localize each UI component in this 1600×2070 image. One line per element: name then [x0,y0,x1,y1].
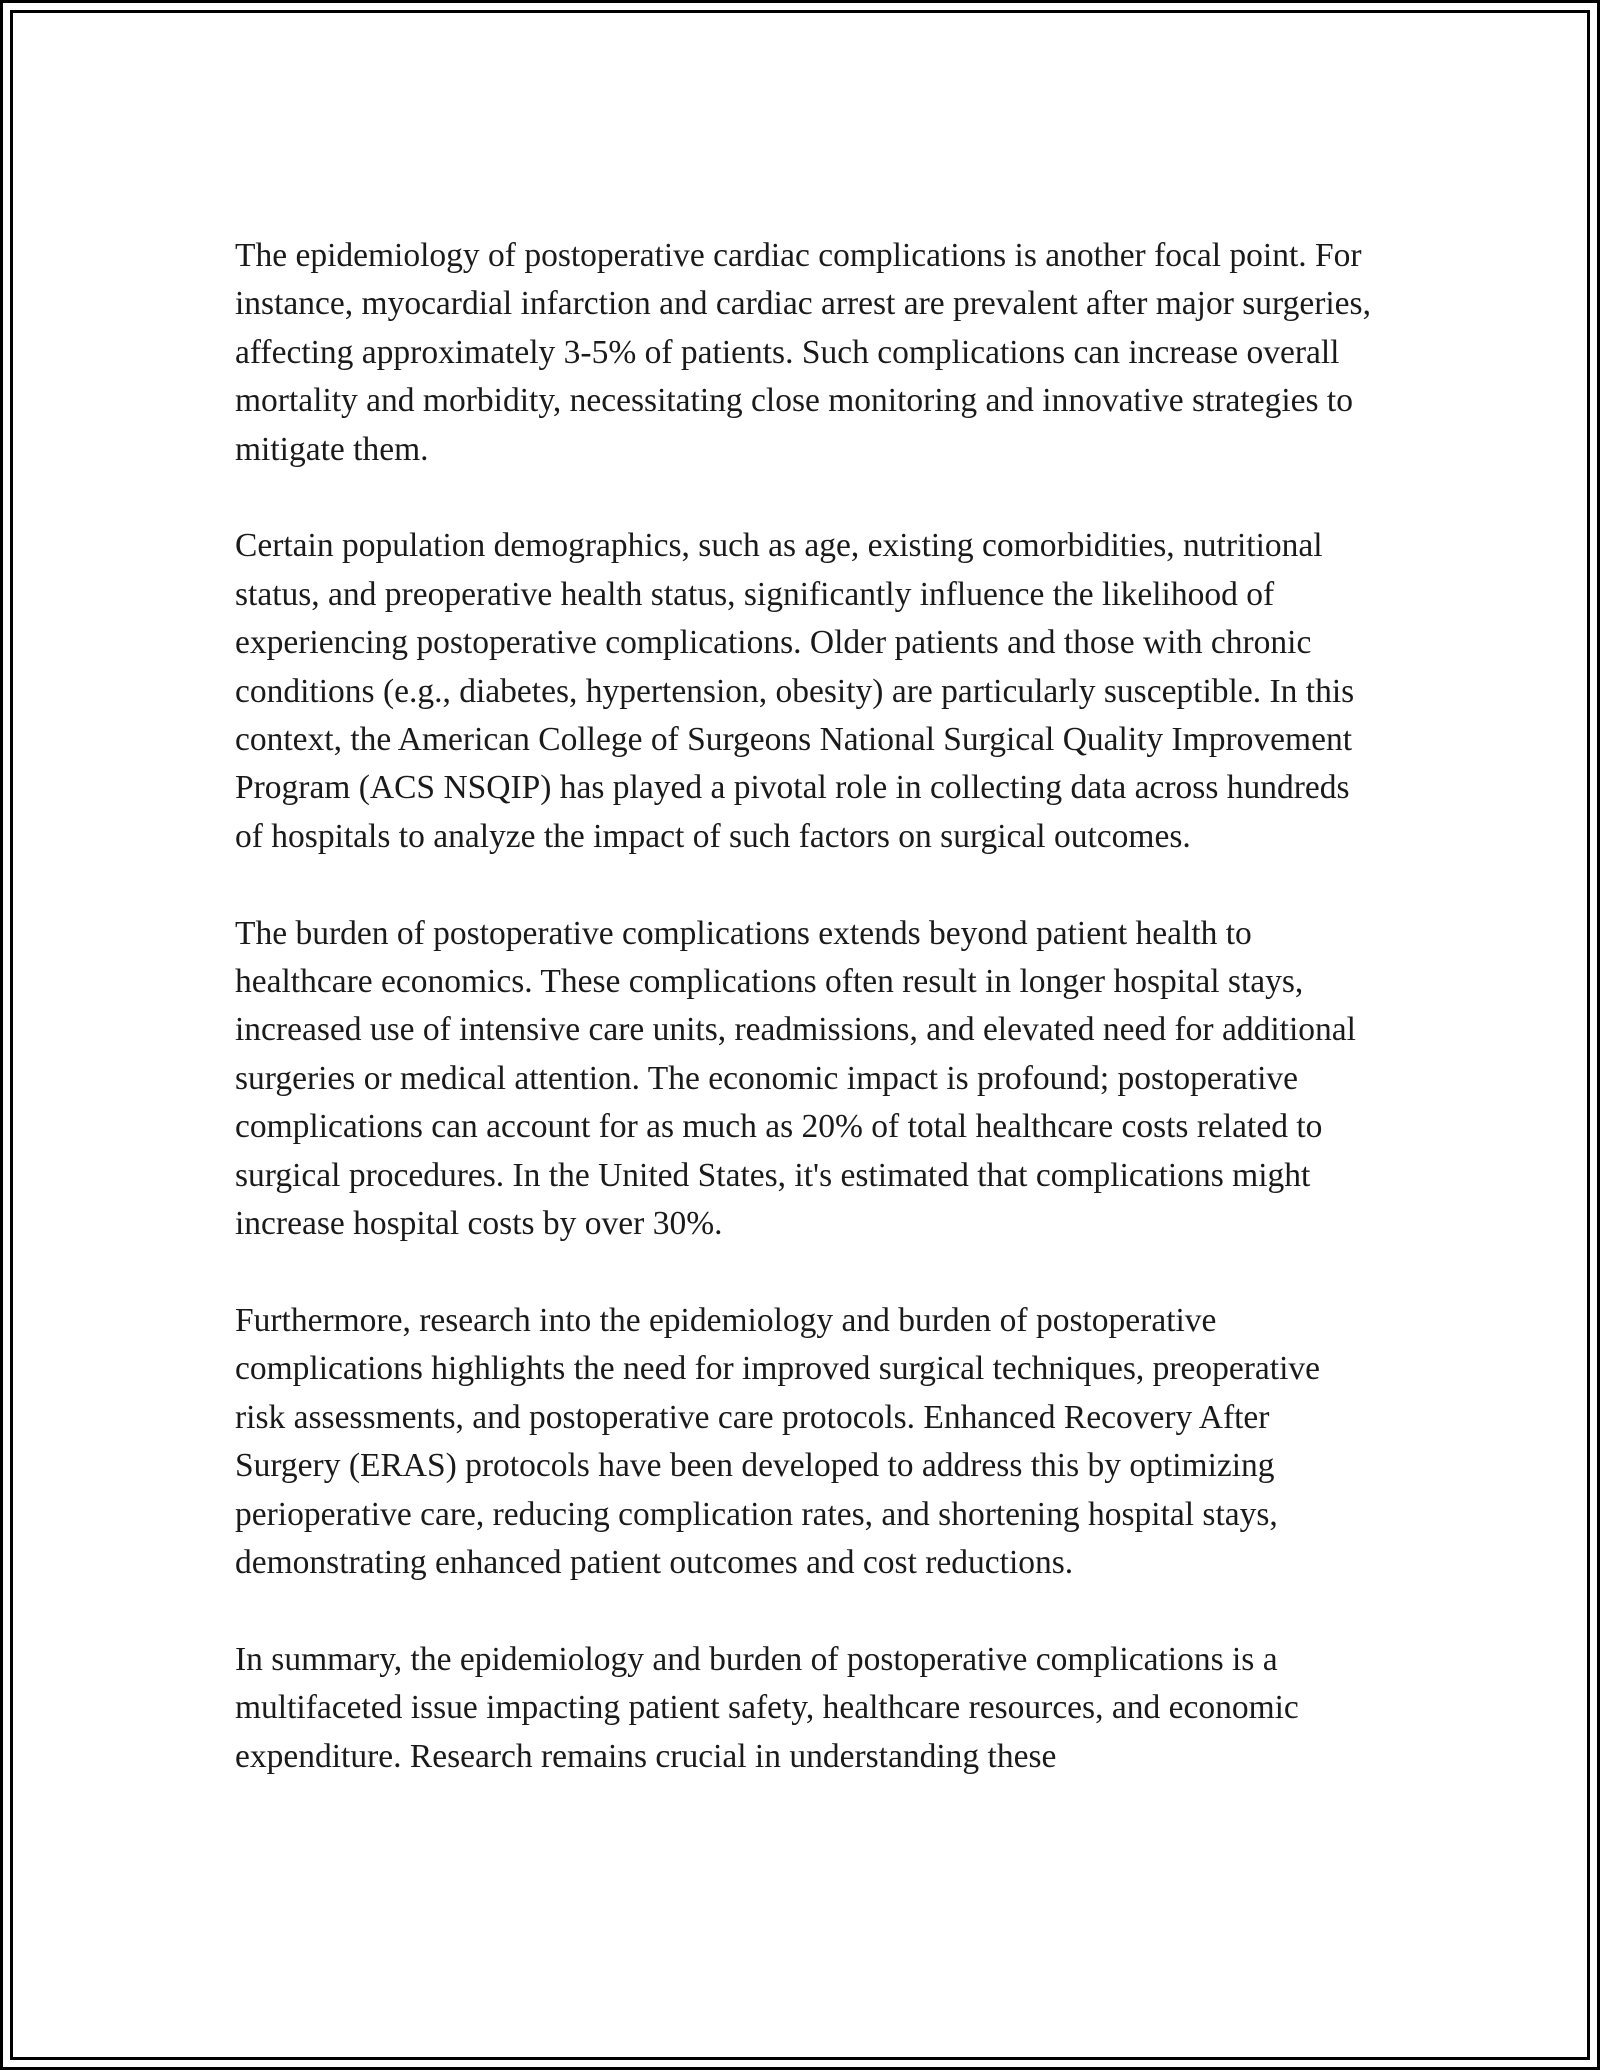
paragraph-population-demographics: Certain population demographics, such as age, existing comorbidities, nutritional status, and preoperative health status, significantly influence the likelihood of experiencing postoperative complications. Older patients and those with chronic conditions (e.g., diabetes, hypertension, obesity) are particularly susceptible. In this context, the American College of Surgeons National Surgical Quality Improvement Program (ACS NSQIP) has played a pivotal role in collecting data across hundreds of hospitals to analyze the impact of such factors on surgical outcomes. [235,527,1355,855]
paragraph-economic-burden: The burden of postoperative complications extends beyond patient health to healthcare economics. These complications often result in longer hospital stays, increased use of intensive care units, readmissions, and elevated need for additional surgeries or medical attention. The economic impact is profound; postoperative complications can account for as much as 20% of total healthcare costs related to surgical procedures. In the United States, it's estimated that complications might increase hospital costs by over 30%. [235,914,1356,1243]
paragraph-summary: In summary, the epidemiology and burden of postoperative complications is a multifaceted issue impacting patient safety, healthcare resources, and economic expenditure. Research remains crucial in understanding these [235,1640,1299,1775]
document-body [235,232,1375,1781]
paragraph-cardiac-complications: The epidemiology of postoperative cardiac complications is another focal point. For instance, myocardial infarction and cardiac arrest are prevalent after major surgeries, affecting approximately 3-5% of patients. Such complications can increase overall mortality and morbidity, necessitating close monitoring and innovative strategies to mitigate them. [235,237,1371,468]
paragraph-eras-protocols: Furthermore, research into the epidemiology and burden of postoperative complications highlights the need for improved surgical techniques, preoperative risk assessments, and postoperative care protocols. Enhanced Recovery After Surgery (ERAS) protocols have been developed to address this by optimizing perioperative care, reducing complication rates, and shortening hospital stays, demonstrating enhanced patient outcomes and cost reductions. [235,1301,1321,1581]
